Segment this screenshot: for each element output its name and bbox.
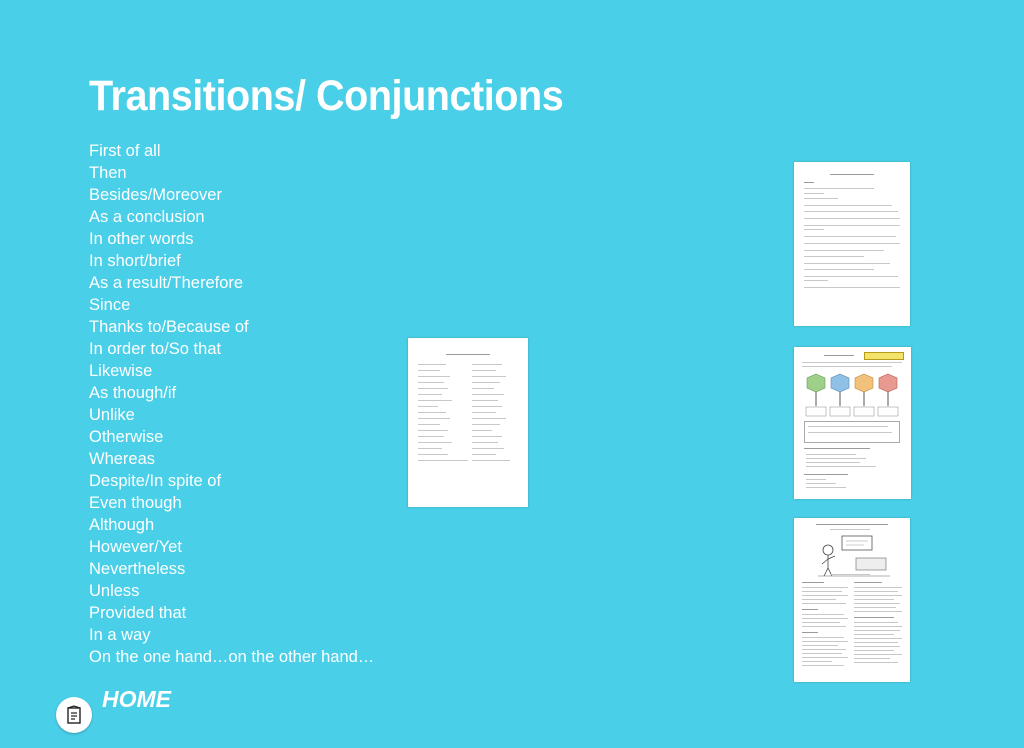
list-item: Unlike bbox=[89, 406, 135, 424]
worksheet-thumbnail-exercise[interactable] bbox=[794, 162, 910, 326]
transitions-list bbox=[89, 140, 374, 668]
list-item: On the one hand…on the other hand… bbox=[89, 648, 375, 666]
list-item: Although bbox=[89, 516, 155, 534]
home-link[interactable]: HOME bbox=[102, 686, 171, 712]
list-item: However/Yet bbox=[89, 538, 182, 556]
list-item: In short/brief bbox=[89, 252, 181, 270]
list-item: In a way bbox=[89, 626, 151, 644]
list-item: Besides/Moreover bbox=[89, 186, 222, 204]
home-button[interactable] bbox=[56, 697, 92, 733]
list-item: Despite/In spite of bbox=[89, 472, 222, 490]
list-item: As a result/Therefore bbox=[89, 274, 244, 292]
list-item: Unless bbox=[89, 582, 140, 600]
list-item: In order to/So that bbox=[89, 340, 222, 358]
list-item: In other words bbox=[89, 230, 194, 248]
list-item: Whereas bbox=[89, 450, 156, 468]
list-item: Even though bbox=[89, 494, 182, 512]
list-item: Likewise bbox=[89, 362, 153, 380]
list-item: As though/if bbox=[89, 384, 177, 402]
list-item: Then bbox=[89, 164, 127, 182]
worksheet-thumbnail-word-list[interactable] bbox=[408, 338, 528, 507]
worksheet-thumbnail-cartoon[interactable] bbox=[794, 518, 910, 682]
list-item: Thanks to/Because of bbox=[89, 318, 249, 336]
list-item: Since bbox=[89, 296, 131, 314]
list-item: Provided that bbox=[89, 604, 187, 622]
page-title: Transitions/ Conjunctions bbox=[89, 72, 564, 120]
worksheet-thumbnail-diagram[interactable] bbox=[794, 347, 911, 499]
document-icon bbox=[65, 705, 83, 725]
list-item: First of all bbox=[89, 142, 161, 160]
list-item: Otherwise bbox=[89, 428, 164, 446]
list-item: As a conclusion bbox=[89, 208, 205, 226]
list-item: Nevertheless bbox=[89, 560, 186, 578]
